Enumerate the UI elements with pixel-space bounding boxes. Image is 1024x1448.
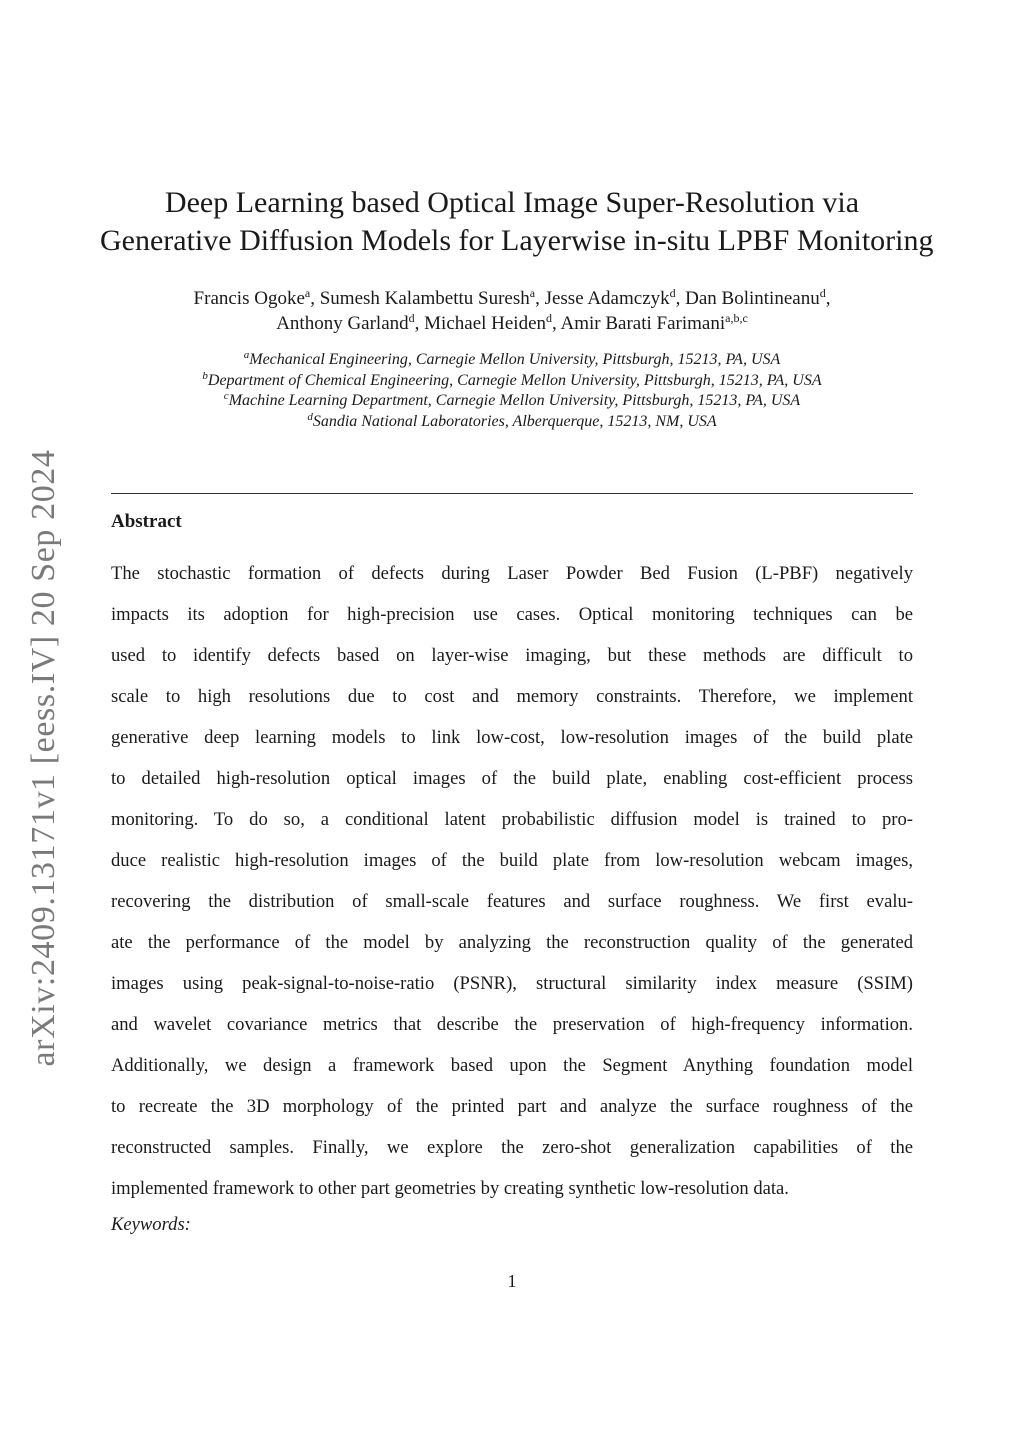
- affiliation-text: Machine Learning Department, Carnegie Mellon University, Pittsburgh, 15213, PA, USA: [228, 392, 801, 409]
- author-affiliation-mark: d: [819, 286, 826, 300]
- affiliation-list: [100, 350, 924, 432]
- affiliation: [100, 412, 924, 433]
- author-affiliation-mark: d: [408, 311, 415, 325]
- section-divider: [111, 493, 913, 494]
- abstract-line: The stochastic formation of defects during Laser Powder Bed Fusion (L-PBF) negatively: [111, 563, 913, 584]
- author-name: Amir Barati Farimani: [560, 313, 726, 334]
- affiliation: [100, 391, 924, 412]
- author-line-1: Francis Ogoke$^a$, Sumesh Kalambettu Suresh$^a$, Jesse Adamczyk$^d$, Dan Bolintineanu$^d$,: [193, 286, 831, 309]
- abstract-line: Additionally, we design a framework based upon the Segment Anything foundation model: [111, 1055, 913, 1076]
- abstract-line: recovering the distribution of small-scale features and surface roughness. We first evalu-: [111, 891, 913, 912]
- affiliation-text: Sandia National Laboratories, Alberquerque, 15213, NM, USA: [312, 412, 717, 430]
- author-affiliation-mark: a,b,c: [725, 311, 748, 325]
- affiliation: [100, 371, 924, 392]
- affiliation-mark: c: [223, 390, 229, 402]
- abstract-line: implemented framework to other part geometries by creating synthetic low-resolution data.: [111, 1178, 789, 1199]
- abstract-line: to recreate the 3D morphology of the printed part and analyze the surface roughness of the: [111, 1096, 913, 1117]
- abstract-line: impacts its adoption for high-precision use cases. Optical monitoring techniques can be: [111, 604, 913, 625]
- affiliation-mark: b: [202, 369, 208, 382]
- abstract-heading: Abstract: [111, 511, 182, 532]
- author-list: [100, 286, 924, 336]
- page-number: 1: [507, 1271, 517, 1291]
- abstract-line: generative deep learning models to link low-cost, low-resolution images of the build plate: [111, 727, 913, 748]
- author-name: Anthony Garland: [276, 313, 409, 334]
- paper-title-line-1: Deep Learning based Optical Image Super-Resolution via: [164, 186, 860, 219]
- abstract-line: images using peak-signal-to-noise-ratio (PSNR), structural similarity index measure (SSIM): [111, 973, 913, 994]
- abstract-line: used to identify defects based on layer-wise imaging, but these methods are difficult to: [111, 645, 913, 666]
- affiliation-mark: d: [307, 410, 313, 423]
- author-name: Francis Ogoke: [193, 288, 305, 309]
- keywords-label: Keywords:: [111, 1214, 191, 1235]
- author-affiliation-mark: d: [669, 286, 676, 300]
- affiliation-text: Department of Chemical Engineering, Carnegie Mellon University, Pittsburgh, 15213, PA, USA: [207, 371, 822, 389]
- paper-title-line-2: Generative Diffusion Models for Layerwise in-situ LPBF Monitoring: [100, 224, 934, 257]
- abstract-line: and wavelet covariance metrics that describe the preservation of high-frequency information.: [111, 1014, 913, 1035]
- author-line-2: Anthony Garland$^d$, Michael Heiden$^d$, Amir Barati Farimani$^{a,b,c}$: [276, 311, 748, 334]
- abstract-body: [111, 562, 913, 1218]
- author-name: Michael Heiden: [424, 313, 547, 334]
- author-affiliation-mark: d: [546, 311, 553, 325]
- author-name: Sumesh Kalambettu Suresh: [319, 288, 530, 309]
- arxiv-identifier: arXiv:2409.13171v1 [eess.IV] 20 Sep 2024: [25, 449, 62, 1067]
- author-affiliation-mark: a: [529, 286, 536, 300]
- abstract-line: scale to high resolutions due to cost and memory constraints. Therefore, we implement: [111, 686, 913, 707]
- abstract-line: monitoring. To do so, a conditional latent probabilistic diffusion model is trained to pro-: [111, 809, 913, 830]
- author-name: Dan Bolintineanu: [685, 288, 820, 309]
- abstract-line: to detailed high-resolution optical images of the build plate, enabling cost-efficient process: [111, 768, 913, 789]
- affiliation-text: Mechanical Engineering, Carnegie Mellon University, Pittsburgh, 15213, PA, USA: [249, 351, 781, 368]
- author-name: Jesse Adamczyk: [544, 288, 670, 309]
- abstract-line: ate the performance of the model by analyzing the reconstruction quality of the generated: [111, 932, 913, 953]
- affiliation: [100, 350, 924, 371]
- abstract-line: reconstructed samples. Finally, we explore the zero-shot generalization capabilities of the: [111, 1137, 913, 1158]
- paper-title: [100, 184, 934, 260]
- abstract-line: duce realistic high-resolution images of the build plate from low-resolution webcam images,: [111, 850, 913, 871]
- author-affiliation-mark: a: [304, 286, 311, 300]
- affiliation-mark: a: [243, 349, 250, 361]
